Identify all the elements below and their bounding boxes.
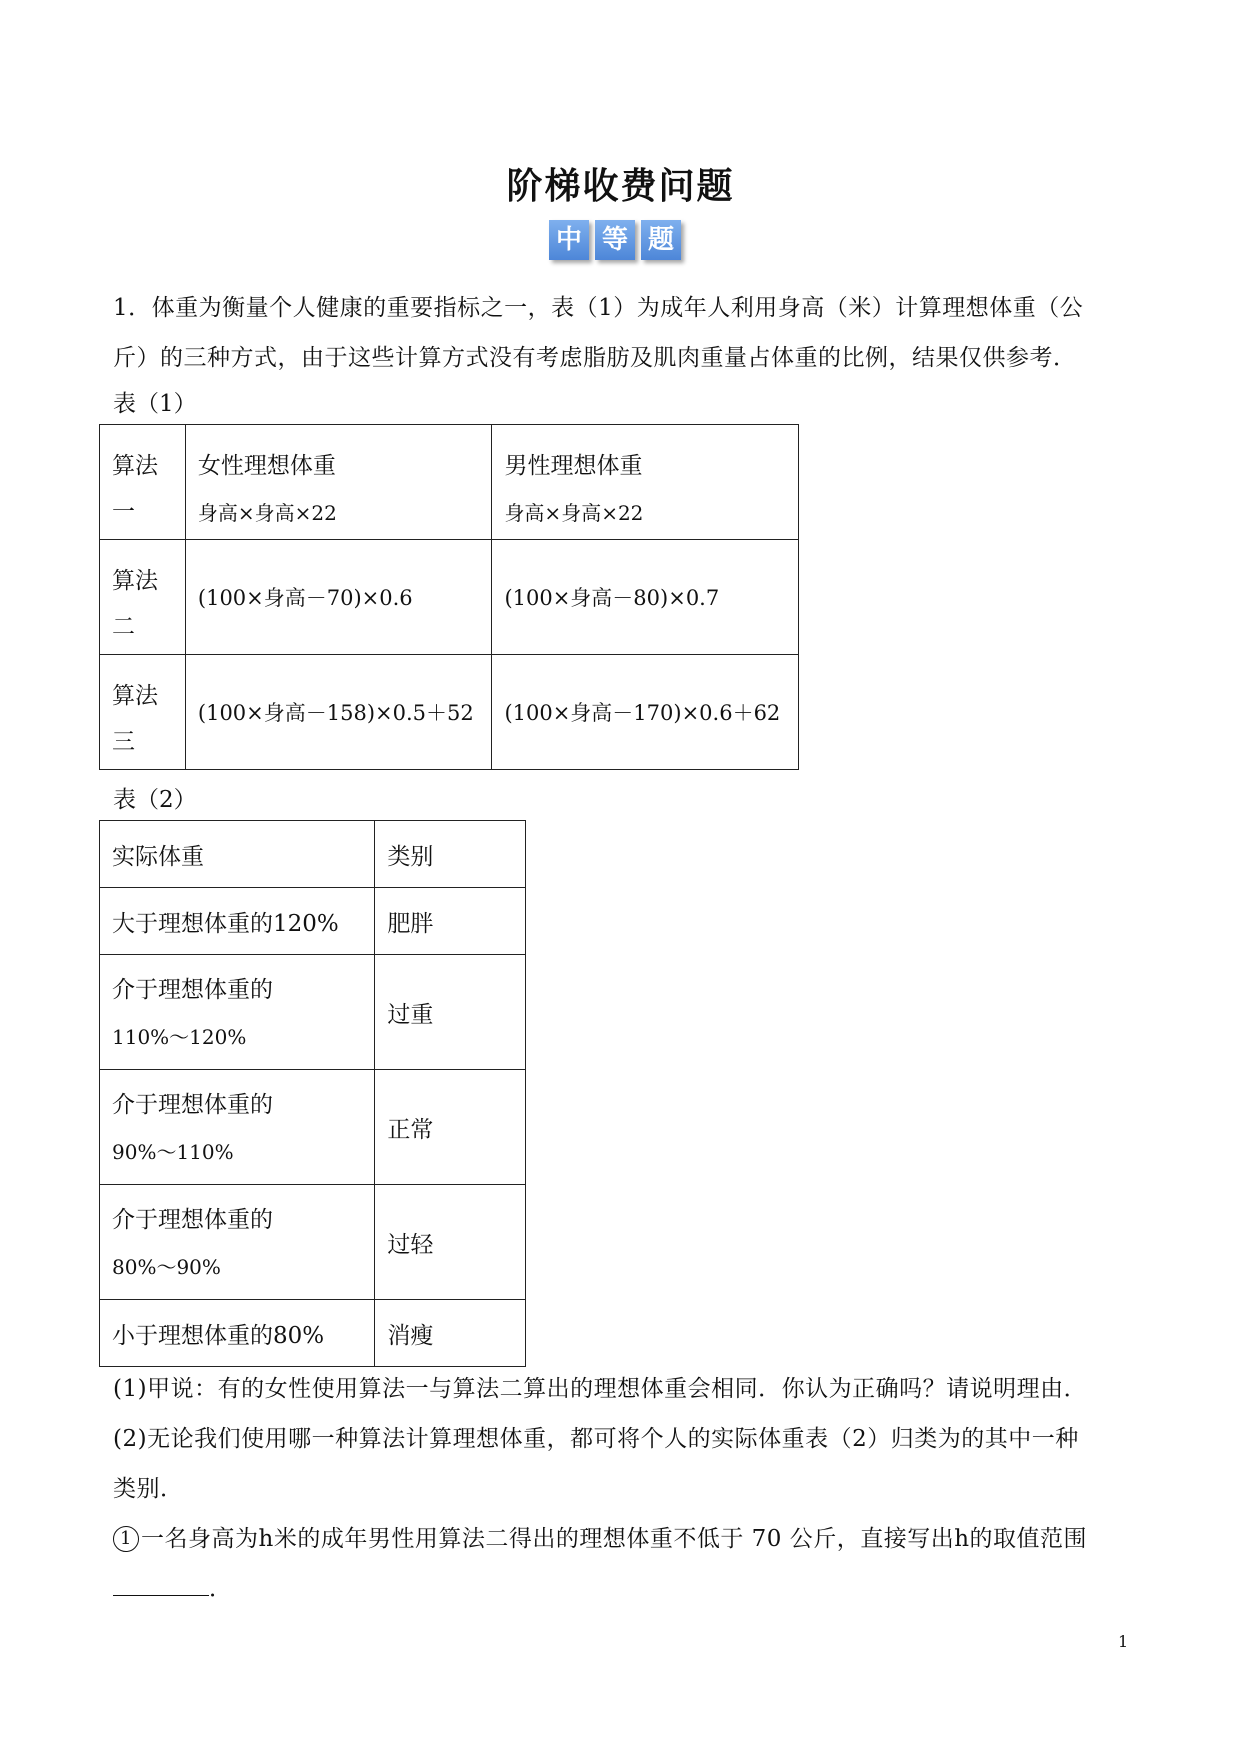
answer-blank[interactable] — [113, 1575, 209, 1596]
female-title: 女性理想体重 — [197, 453, 336, 479]
weight-cell: 介于理想体重的 110%～120% — [100, 955, 375, 1070]
male-cell — [492, 655, 799, 770]
table-row — [100, 540, 799, 655]
table2-caption: 表（2） — [113, 787, 197, 813]
female-formula: (100×身高－70)×0.6 — [197, 586, 413, 610]
table1-caption: 表（1） — [113, 391, 197, 417]
table-row — [100, 425, 799, 540]
header-category: 类别 — [375, 821, 526, 888]
table-2 — [99, 820, 526, 1367]
category-cell: 正常 — [375, 1070, 526, 1185]
table-row — [100, 888, 526, 955]
male-title: 男性理想体重 — [504, 453, 643, 479]
question-2: (2)无论我们使用哪一种算法计算理想体重，都可将个人的实际体重表（2）归类为的其中一种 — [113, 1426, 1079, 1452]
female-cell — [185, 425, 492, 540]
male-formula: (100×身高－80)×0.7 — [504, 586, 720, 610]
question-intro — [113, 283, 1133, 383]
question-2-1: 1 一名身高为h米的成年男性用算法二得出的理想体重不低于 70 公斤，直接写出h的取值范围 — [113, 1514, 1133, 1564]
table-row — [100, 1070, 526, 1185]
category-cell: 肥胖 — [375, 888, 526, 955]
question-1: (1)甲说：有的女性使用算法一与算法二算出的理想体重会相同．你认为正确吗？请说明理由． — [113, 1376, 1088, 1402]
table-row — [100, 1300, 526, 1367]
badge-char: 题 — [641, 220, 681, 260]
male-cell — [492, 425, 799, 540]
female-formula: (100×身高－158)×0.5＋52 — [197, 701, 474, 725]
algo-label: 算法 二 — [100, 540, 186, 655]
female-cell — [185, 540, 492, 655]
male-cell — [492, 540, 799, 655]
table-row — [100, 1185, 526, 1300]
category-cell: 过重 — [375, 955, 526, 1070]
weight-cell: 介于理想体重的 90%～110% — [100, 1070, 375, 1185]
male-formula: 身高×身高×22 — [504, 501, 644, 525]
badge-char: 中 — [549, 220, 589, 260]
algo-label: 算法 三 — [100, 655, 186, 770]
intro-line: 斤）的三种方式，由于这些计算方式没有考虑脂肪及肌肉重量占体重的比例，结果仅供参考． — [113, 345, 1077, 371]
question-body — [113, 1364, 1133, 1614]
question-2-cont: 类别． — [113, 1476, 184, 1502]
circled-number: 1 — [113, 1526, 139, 1552]
algo-label: 算法 一 — [100, 425, 186, 540]
weight-cell: 大于理想体重的120% — [100, 888, 375, 955]
table-row — [100, 821, 526, 888]
difficulty-badge — [549, 220, 681, 260]
table-1 — [99, 424, 799, 770]
table-row — [100, 955, 526, 1070]
badge-char: 等 — [595, 220, 635, 260]
female-formula: 身高×身高×22 — [197, 501, 337, 525]
page-title: 阶梯收费问题 — [506, 166, 735, 207]
weight-cell: 小于理想体重的80% — [100, 1300, 375, 1367]
page-number: 1 — [1118, 1632, 1129, 1651]
answer-blank-line: ． — [113, 1564, 1133, 1614]
table-row — [100, 655, 799, 770]
weight-cell: 介于理想体重的 80%～90% — [100, 1185, 375, 1300]
female-cell — [185, 655, 492, 770]
intro-line: 1．体重为衡量个人健康的重要指标之一，表（1）为成年人利用身高（米）计算理想体重（公 — [113, 295, 1084, 321]
header-weight: 实际体重 — [100, 821, 375, 888]
category-cell: 消瘦 — [375, 1300, 526, 1367]
male-formula: (100×身高－170)×0.6＋62 — [504, 701, 781, 725]
category-cell: 过轻 — [375, 1185, 526, 1300]
